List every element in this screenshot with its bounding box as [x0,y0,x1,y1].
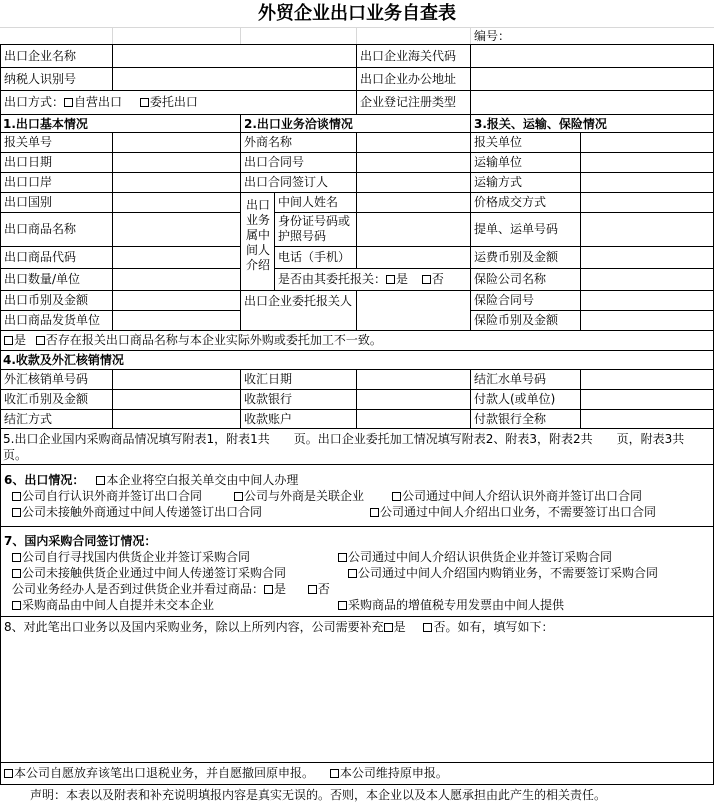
table-line [240,152,470,153]
bill-of-lading-label: 提单、运单号码 [474,222,559,236]
section-7-title: 7、国内采购合同签订情况： [4,534,157,548]
table-line [470,152,714,153]
table-line [0,246,240,247]
withdraw-label: 本公司自愿放弃该笔出口退税业务，并自愿撤回原申报。 [14,766,315,780]
table-line [0,464,714,465]
purchase-opt-3-checkbox[interactable] [12,569,21,578]
table-line [0,784,714,785]
table-line [274,246,470,247]
table-line [274,212,470,213]
entrust-yes-checkbox[interactable] [386,275,395,284]
purchase-opt-5-label: 采购商品由中间人自提并未交本企业 [22,598,215,612]
table-line [240,369,241,428]
section-8-field [4,620,554,634]
table-line [0,330,714,331]
table-line [0,762,714,763]
export-opt-3 [234,489,364,503]
supplement-textarea[interactable] [1,638,713,761]
supplier-visit-yes-checkbox[interactable] [264,585,273,594]
table-line [470,114,471,330]
table-line [470,44,471,114]
trade-terms-label: 价格成交方式 [474,195,547,209]
taxpayer-id-label: 纳税人识别号 [4,72,77,86]
export-opt-2 [12,489,202,503]
table-line [240,290,470,291]
table-line [356,290,357,330]
export-opt-4-label: 公司通过中间人介绍认识外商并签订出口合同 [402,489,643,503]
export-opt-2-checkbox[interactable] [12,492,21,501]
self-export-checkbox[interactable] [64,98,73,107]
export-date-label: 出口日期 [4,155,53,169]
export-opt-4-checkbox[interactable] [392,492,401,501]
table-line [0,268,240,269]
grid-line [0,27,714,28]
insurer-name-label: 保险公司名称 [474,272,547,286]
section-5-text: 5.出口企业国内采购商品情况填写附表1，附表1共 页。出口企业委托加工情况填写附表2、附表3，附表2共 页，附表3共 页。 [3,432,709,462]
entrust-no-checkbox[interactable] [422,275,431,284]
table-line [0,44,714,45]
entrust-customs-field [278,272,444,286]
company-name-label: 出口企业名称 [4,49,77,63]
supplement-no-label: 否。如有，填写如下： [433,620,554,634]
export-opt-5 [12,505,262,519]
export-opt-6-checkbox[interactable] [370,508,379,517]
office-address-label: 出口企业办公地址 [360,72,457,86]
forex-verification-no-label: 外汇核销单号码 [4,372,89,386]
insurance-currency-label: 保险币别及金额 [474,313,559,327]
goods-name-label: 出口商品名称 [4,222,77,236]
payer-label: 付款人(或单位) [474,392,556,406]
freight-currency-label: 运费币别及金额 [474,250,559,264]
export-opt-1-label: 本企业将空白报关单交由中间人办理 [106,473,299,487]
agent-export-checkbox[interactable] [140,98,149,107]
export-opt-2-label: 公司自行认识外商并签订出口合同 [22,489,203,503]
purchase-opt-4-checkbox[interactable] [348,569,357,578]
section-6-title: 6、出口情况： [4,473,85,487]
customs-declaration-no-label: 报关单号 [4,135,53,149]
table-line [470,369,471,428]
table-line [470,192,714,193]
entrust-yes-label: 是 [396,272,409,286]
table-line [580,369,581,428]
consistency-no-checkbox[interactable] [36,336,45,345]
table-line [0,389,714,390]
table-line [0,172,240,173]
export-method-label: 出口方式： [4,95,65,109]
purchase-opt-5-checkbox[interactable] [12,601,21,610]
middleman-name-label: 中间人姓名 [278,195,339,209]
final-choice-field [4,766,448,780]
middleman-id-label: 身份证号码或护照号码 [278,214,351,243]
customs-code-label: 出口企业海关代码 [360,49,457,63]
consistency-field [4,333,382,347]
purchase-opt-2-label: 公司通过中间人介绍认识供货企业并签订采购合同 [348,550,613,564]
purchase-opt-1-checkbox[interactable] [12,553,21,562]
export-opt-6 [370,505,656,519]
middleman-phone-label: 电话（手机） [278,250,351,264]
table-line [470,246,714,247]
section-6-row-1 [4,473,298,487]
agent-export-label: 委托出口 [149,95,198,109]
table-line [112,132,113,330]
supplement-no-checkbox[interactable] [423,623,432,632]
purchase-opt-5 [12,598,214,612]
table-line [274,192,275,290]
export-opt-5-label: 公司未接触外商通过中间人传递签订出口合同 [22,505,263,519]
grid-line [356,27,357,44]
table-line [0,428,714,429]
table-line [0,350,714,351]
contract-signer-label: 出口合同签订人 [244,175,329,189]
page-title: 外贸企业出口业务自查表 [258,3,456,24]
receiving-bank-label: 收款银行 [244,392,293,406]
purchase-opt-6 [338,598,564,612]
contract-no-label: 出口合同号 [244,155,305,169]
section-4-title: 4.收款及外汇核销情况 [3,353,124,367]
purchase-opt-3 [12,566,286,580]
supplier-visit-no-label: 否 [317,582,330,596]
entrust-person-label: 出口企业委托报关人 [244,294,353,308]
receiving-account-label: 收款账户 [244,412,293,426]
middleman-group-label: 出口业务属中间人介绍 [245,198,270,272]
export-opt-3-label: 公司与外商是关联企业 [244,489,365,503]
settlement-slip-no-label: 结汇水单号码 [474,372,547,386]
grid-line [240,27,241,44]
purchase-opt-1 [12,550,250,564]
table-line [0,192,240,193]
table-line [0,212,240,213]
paying-bank-label: 付款银行全称 [474,412,547,426]
export-opt-6-label: 公司通过中间人介绍出口业务，不需要签订出口合同 [380,505,657,519]
table-line [240,172,470,173]
purchase-opt-6-checkbox[interactable] [338,601,347,610]
table-line [470,172,714,173]
table-line [0,290,240,291]
purchase-opt-3-label: 公司未接触供货企业通过中间人传递签订采购合同 [22,566,287,580]
goods-code-label: 出口商品代码 [4,250,77,264]
grid-line [470,27,471,44]
table-line [0,369,714,370]
purchase-opt-6-label: 采购商品的增值税专用发票由中间人提供 [348,598,565,612]
table-line [0,67,714,68]
grid-line [112,27,113,44]
table-line [470,212,714,213]
table-line [274,268,470,269]
purchase-opt-4 [348,566,658,580]
table-line [356,192,357,268]
table-line [470,268,714,269]
export-opt-5-checkbox[interactable] [12,508,21,517]
purchase-opt-2 [338,550,612,564]
table-line [0,132,714,133]
export-opt-3-checkbox[interactable] [234,492,243,501]
export-opt-4 [392,489,642,503]
withdraw-checkbox[interactable] [4,769,13,778]
table-line [0,90,714,91]
export-currency-label: 出口币别及金额 [4,293,89,307]
export-country-label: 出口国别 [4,195,53,209]
receipt-date-label: 收汇日期 [244,372,293,386]
supplier-visit-yes-label: 是 [274,582,287,596]
supplier-visit-no-checkbox[interactable] [308,585,317,594]
table-line [470,310,714,311]
purchase-opt-1-label: 公司自行寻找国内供货企业并签订采购合同 [22,550,251,564]
table-line [0,409,714,410]
table-line [0,616,714,617]
table-line [356,369,357,428]
registration-type-label: 企业登记注册类型 [360,95,457,109]
transport-unit-label: 运输单位 [474,155,523,169]
table-line [0,310,240,311]
declaration-footer: 声明：本表以及附表和补充说明填报内容是真实无误的。否则，本企业以及本人愿承担由此产生的相关责任。 [30,788,607,802]
supplier-visit-question: 公司业务经办人是否到过供货企业并看过商品： [12,582,265,596]
table-line [356,44,357,114]
supplier-visit-field [12,582,330,596]
foreign-buyer-label: 外商名称 [244,135,293,149]
table-line [580,132,581,330]
shipping-unit-label: 出口商品发货单位 [4,313,101,327]
maintain-label: 本公司维持原申报。 [339,766,448,780]
consistency-yes-label: 是 [14,333,27,347]
consistency-yes-checkbox[interactable] [4,336,13,345]
export-opt-1-checkbox[interactable] [96,476,105,485]
consistency-no-label: 否存在报关出口商品名称与本企业实际外购或委托加工不一致。 [45,333,382,347]
table-line [0,152,240,153]
table-line [112,369,113,428]
quantity-unit-label: 出口数量/单位 [4,272,81,286]
section-8-text: 8、对此笔出口业务以及国内采购业务，除以上所列内容，公司需要补充 [4,620,384,634]
purchase-opt-4-label: 公司通过中间人介绍国内购销业务，不需要签订采购合同 [358,566,659,580]
supplement-yes-checkbox[interactable] [384,623,393,632]
section-2-title: 2.出口业务洽谈情况 [244,117,353,131]
export-method-field [4,95,198,109]
settlement-method-label: 结汇方式 [4,412,53,426]
self-export-label: 自营出口 [74,95,123,109]
table-line [0,114,714,115]
section-1-title: 1.出口基本情况 [3,117,88,131]
purchase-opt-2-checkbox[interactable] [338,553,347,562]
table-line [0,526,714,527]
transport-method-label: 运输方式 [474,175,523,189]
maintain-checkbox[interactable] [330,769,339,778]
receipt-currency-label: 收汇币别及金额 [4,392,89,406]
entrust-customs-question: 是否由其委托报关： [278,272,387,286]
table-line [470,290,714,291]
serial-number-label: 编号： [474,29,511,43]
export-port-label: 出口口岸 [4,175,53,189]
section-3-title: 3.报关、运输、保险情况 [474,117,607,131]
supplement-yes-label: 是 [393,620,406,634]
entrust-no-label: 否 [431,272,444,286]
insurance-contract-label: 保险合同号 [474,293,535,307]
declaring-unit-label: 报关单位 [474,135,523,149]
table-line [112,44,113,90]
table-line [240,114,241,330]
